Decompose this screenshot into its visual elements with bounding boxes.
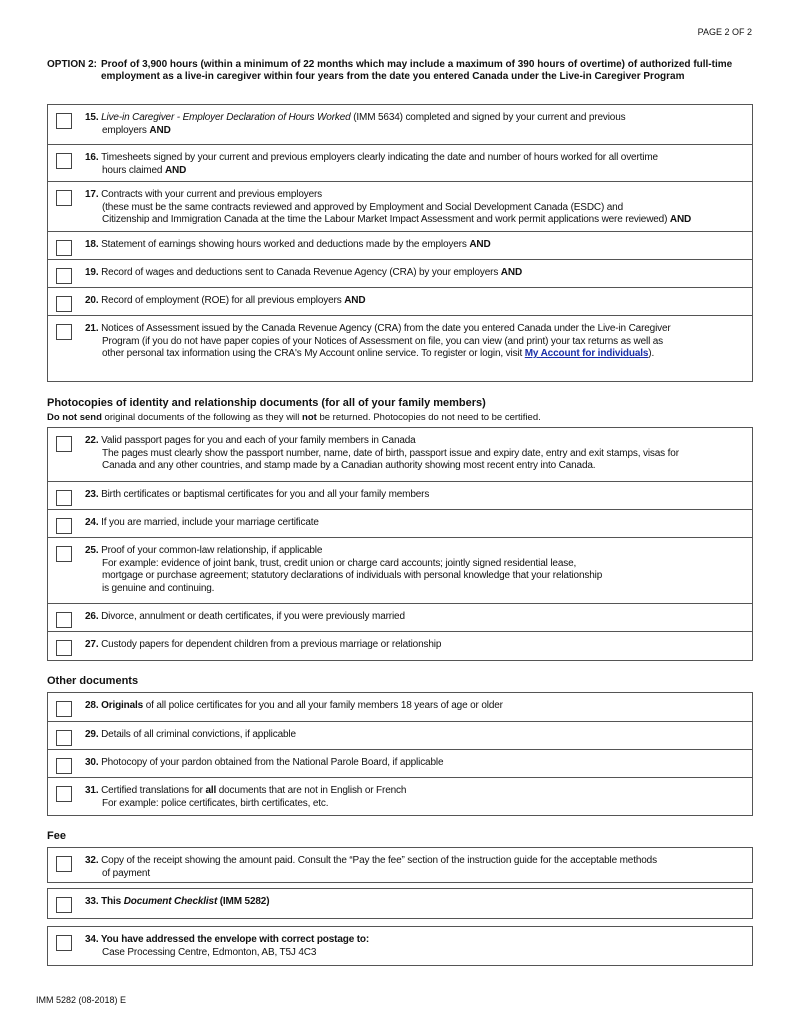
item-text — [85, 700, 744, 713]
text-segment: Statement of earnings showing hours worked and deductions made by the employers — [101, 239, 470, 250]
item-line — [85, 239, 491, 250]
item-number: 20. — [85, 295, 102, 306]
text-segment: Valid passport pages for you and each of your family members in Canada — [101, 435, 416, 446]
text-segment: For example: evidence of joint bank, trust, credit union or charge card accounts; jointly signed residential lease, — [102, 557, 577, 569]
checkbox[interactable] — [56, 113, 72, 129]
text-segment: all — [205, 785, 217, 796]
item-line — [85, 611, 405, 622]
text-segment: AND — [669, 214, 692, 225]
text-segment: AND — [344, 295, 366, 306]
item-line — [85, 757, 443, 768]
checkbox[interactable] — [56, 786, 72, 802]
item-line — [85, 165, 744, 178]
item-line — [85, 934, 369, 945]
checkbox[interactable] — [56, 935, 72, 951]
my-account-link[interactable]: My Account for individuals — [524, 348, 649, 359]
text-segment: AND — [149, 124, 171, 136]
text-segment: AND — [164, 164, 187, 176]
item-number: 29. — [85, 729, 102, 740]
text-segment: Contracts with your current and previous employers — [101, 189, 323, 200]
item-text — [85, 545, 744, 595]
item-line — [85, 517, 319, 528]
checkbox[interactable] — [56, 518, 72, 534]
checkbox[interactable] — [56, 490, 72, 506]
item-line — [85, 323, 671, 334]
checklist-item-24 — [48, 509, 752, 537]
item-line — [85, 336, 744, 349]
item-line — [85, 947, 744, 960]
item-text — [85, 323, 744, 361]
text-segment: of payment — [102, 867, 150, 879]
checklist-item-25 — [48, 537, 752, 603]
item-line — [85, 558, 744, 571]
checklist-item-18 — [48, 231, 752, 259]
checkbox[interactable] — [56, 640, 72, 656]
text-segment: hours claimed — [102, 164, 165, 176]
checkbox[interactable] — [56, 436, 72, 452]
item-number: 21. — [85, 323, 102, 334]
item-number: 31. — [85, 785, 102, 796]
text-segment: Document Checklist — [123, 896, 218, 907]
text-segment: Photocopy of your pardon obtained from the National Parole Board, if applicable — [101, 757, 444, 768]
checklist-item-19 — [48, 259, 752, 287]
item-number: 24. — [85, 517, 102, 528]
item-line — [85, 202, 744, 215]
item-line — [85, 896, 269, 907]
text-segment: Program (if you do not have paper copies of your Notices of Assessment on file, you can view (and print) your tax returns as well as — [102, 335, 664, 347]
item-number: 23. — [85, 489, 102, 500]
text-segment: be returned. Photocopies do not need to be certified. — [316, 412, 541, 423]
text-segment: other personal tax information using the CRA's My Account online service. To register or login, visit — [102, 348, 525, 359]
item-text — [85, 435, 744, 473]
text-segment: Case Processing Centre, Edmonton, AB, T5J 4C3 — [102, 946, 317, 958]
item-text — [85, 757, 744, 770]
item-line — [85, 545, 322, 556]
checkbox[interactable] — [56, 240, 72, 256]
item-text — [85, 489, 744, 502]
item-line — [85, 868, 744, 881]
checkbox[interactable] — [56, 268, 72, 284]
checklist-item-20 — [48, 287, 752, 315]
item-text — [85, 785, 744, 810]
form-code-footer: IMM 5282 (08-2018) E — [36, 995, 127, 1005]
text-segment: (IMM 5282) — [217, 896, 270, 907]
checklist-item-34 — [48, 927, 752, 965]
checklist-item-15 — [48, 105, 752, 144]
text-segment: Notices of Assessment issued by the Canada Revenue Agency (CRA) from the date you entered Canada under the Live-in Caregiver — [101, 323, 671, 334]
item-line — [85, 112, 625, 123]
item-line — [85, 125, 744, 138]
other-documents-heading: Other documents — [47, 675, 139, 687]
text-segment: Proof of your common-law relationship, if applicable — [101, 545, 323, 556]
fee-item-32-box — [47, 847, 753, 883]
checklist-item-22 — [48, 428, 752, 481]
item-text — [85, 517, 744, 530]
checklist-item-26 — [48, 603, 752, 631]
item-text — [85, 189, 744, 227]
checkbox[interactable] — [56, 153, 72, 169]
text-segment: Do not send — [47, 412, 102, 423]
item-line — [85, 267, 522, 278]
checklist-item-21 — [48, 315, 752, 381]
checkbox[interactable] — [56, 612, 72, 628]
item-line — [85, 295, 365, 306]
item-number: 28. — [85, 700, 102, 711]
checklist-item-17 — [48, 181, 752, 231]
text-segment: Live-in Caregiver - Employer Declaration of Hours Worked — [101, 112, 351, 123]
item-line — [85, 583, 744, 596]
checkbox[interactable] — [56, 856, 72, 872]
item-text — [85, 112, 744, 137]
text-segment: The pages must clearly show the passport number, name, date of birth, passport issue and expiry date, entry and exit stamps, visas for — [102, 447, 679, 459]
identity-section-heading: Photocopies of identity and relationship documents (for all of your family members) — [47, 397, 486, 409]
checkbox[interactable] — [56, 701, 72, 717]
text-segment: AND — [500, 267, 523, 278]
item-text — [85, 611, 744, 624]
item-line — [85, 189, 322, 200]
item-text — [85, 267, 744, 280]
text-segment: documents that are not in English or French — [216, 785, 407, 796]
text-segment: Divorce, annulment or death certificates, if you were previously married — [101, 611, 405, 622]
text-segment: (IMM 5634) completed and signed by your current and previous — [350, 112, 626, 123]
text-segment: employers — [102, 124, 150, 136]
option2-checklist — [47, 104, 753, 382]
text-segment: AND — [469, 239, 491, 250]
text-segment: Details of all criminal convictions, if applicable — [101, 729, 296, 740]
item-number: 18. — [85, 239, 102, 250]
item-text — [85, 729, 744, 742]
item-number: 17. — [85, 189, 102, 200]
item-line — [85, 729, 296, 740]
item-number: 32. — [85, 855, 102, 866]
item-line — [85, 435, 416, 446]
item-line — [85, 214, 744, 227]
fee-item-33-box — [47, 888, 753, 919]
checkbox[interactable] — [56, 296, 72, 312]
option-text: Proof of 3,900 hours (within a minimum of 22 months which may include a maximum of 390 hours of overtime) of authorized full-time employment as a live-in caregiver within four years from the date you entered Canada under the Live-in Caregiver Program — [101, 59, 733, 82]
checklist-item-32 — [48, 848, 752, 882]
text-segment: not — [302, 412, 317, 423]
item-line — [85, 700, 503, 711]
text-segment: is genuine and continuing. — [102, 582, 215, 594]
item-text — [85, 896, 744, 909]
checkbox[interactable] — [56, 897, 72, 913]
item-text — [85, 639, 744, 652]
fee-item-34-box — [47, 926, 753, 966]
checklist-item-29 — [48, 721, 752, 749]
text-segment: Record of wages and deductions sent to Canada Revenue Agency (CRA) by your employers — [101, 267, 501, 278]
item-line — [85, 489, 429, 500]
fee-heading: Fee — [47, 830, 66, 842]
item-number: 25. — [85, 545, 102, 556]
item-number: 34. — [85, 934, 101, 945]
item-number: 22. — [85, 435, 102, 446]
option-2-heading — [47, 59, 747, 83]
text-segment: This — [101, 896, 124, 907]
other-documents-checklist — [47, 692, 753, 816]
item-line — [85, 639, 441, 650]
item-line — [85, 785, 406, 796]
checklist-item-16 — [48, 144, 752, 181]
text-segment: Citizenship and Immigration Canada at the time the Labour Market Impact Assessment and work permit applications were reviewed) — [102, 214, 670, 225]
item-number: 19. — [85, 267, 102, 278]
checkbox[interactable] — [56, 758, 72, 774]
item-line — [85, 460, 744, 473]
option-label: OPTION 2: — [47, 59, 98, 70]
item-number: 33. — [85, 896, 102, 907]
text-segment: If you are married, include your marriage certificate — [101, 517, 319, 528]
checklist-item-23 — [48, 481, 752, 509]
item-text — [85, 934, 744, 959]
text-segment: Canada and any other countries, and stamp made by a Canadian authority showing most recent entry into Canada. — [102, 460, 596, 471]
item-text — [85, 295, 744, 308]
checklist-item-27 — [48, 631, 752, 660]
item-text — [85, 152, 744, 177]
checklist-item-28 — [48, 693, 752, 721]
item-line — [85, 570, 744, 583]
identity-section-subtitle — [47, 412, 541, 423]
page-number: PAGE 2 OF 2 — [697, 27, 752, 37]
text-segment: Birth certificates or baptismal certificates for you and all your family members — [101, 489, 430, 500]
item-number: 16. — [85, 152, 102, 163]
text-segment: Certified translations for — [101, 785, 206, 796]
text-segment: For example: police certificates, birth certificates, etc. — [102, 797, 329, 809]
item-line — [85, 348, 744, 361]
text-segment: Originals — [101, 700, 144, 711]
text-segment: Copy of the receipt showing the amount paid. Consult the “Pay the fee” section of the instruction guide for the acceptable methods — [101, 855, 657, 866]
item-number: 15. — [85, 112, 102, 123]
text-segment: Custody papers for dependent children from a previous marriage or relationship — [101, 639, 442, 650]
checklist-item-33 — [48, 889, 752, 918]
checkbox[interactable] — [56, 324, 72, 340]
text-segment: Timesheets signed by your current and previous employers clearly indicating the date and number of hours worked for all overtime — [101, 152, 658, 163]
text-segment: You have addressed the envelope with correct postage to: — [100, 934, 370, 945]
text-segment: Record of employment (ROE) for all previous employers — [101, 295, 345, 306]
text-segment: of all police certificates for you and all your family members 18 years of age or older — [143, 700, 503, 711]
item-line — [85, 855, 657, 866]
checklist-item-31 — [48, 777, 752, 815]
item-line — [85, 448, 744, 461]
item-line — [85, 152, 658, 163]
checkbox[interactable] — [56, 730, 72, 746]
text-segment: ). — [648, 348, 655, 359]
item-number: 27. — [85, 639, 102, 650]
item-number: 30. — [85, 757, 102, 768]
checklist-item-30 — [48, 749, 752, 777]
item-number: 26. — [85, 611, 102, 622]
text-segment: (these must be the same contracts reviewed and approved by Employment and Social Development Canada (ESDC) and — [102, 201, 624, 213]
identity-checklist — [47, 427, 753, 661]
checkbox[interactable] — [56, 190, 72, 206]
item-text — [85, 239, 744, 252]
item-line — [85, 798, 744, 811]
text-segment: mortgage or purchase agreement; statutory declarations of individuals with personal knowledge that your relationship — [102, 570, 603, 581]
text-segment: original documents of the following as they will — [101, 412, 303, 423]
checkbox[interactable] — [56, 546, 72, 562]
item-text — [85, 855, 744, 880]
